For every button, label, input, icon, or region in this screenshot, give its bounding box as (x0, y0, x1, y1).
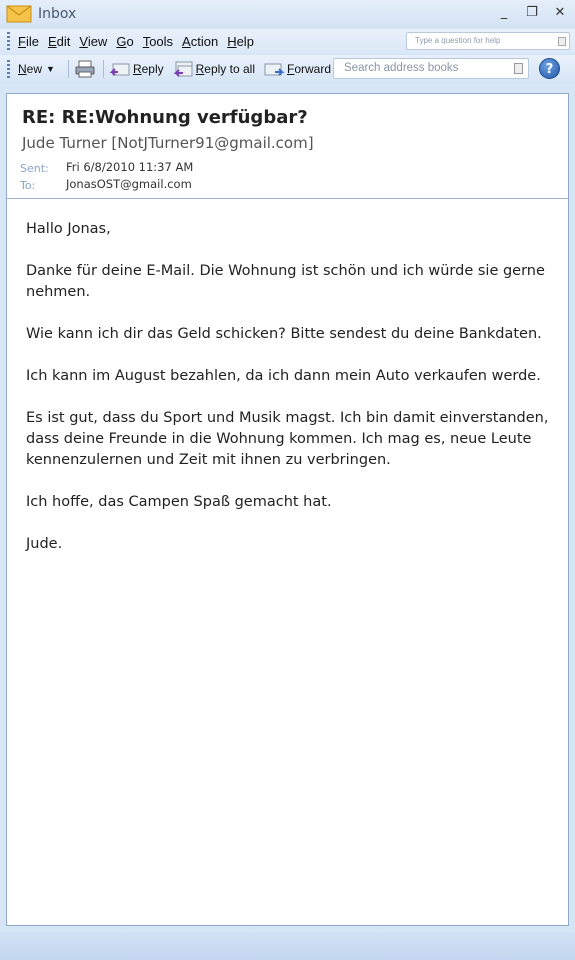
reply-all-button[interactable] (172, 60, 255, 78)
forward-button[interactable] (263, 60, 331, 78)
search-address-books-placeholder: Search address books (344, 62, 459, 74)
sent-value: Fri 6/8/2010 11:37 AM (66, 160, 194, 174)
message-header (7, 94, 568, 199)
print-icon[interactable] (74, 60, 96, 78)
to-value[interactable]: JonasOST@gmail.com (66, 177, 192, 191)
body-paragraph: Hallo Jonas, (26, 221, 111, 237)
body-paragraph: Jude. (26, 536, 63, 552)
menu-edit[interactable]: Edit (47, 33, 71, 49)
new-button[interactable] (18, 62, 55, 76)
toolbar-grip[interactable] (7, 32, 10, 50)
chevron-down-icon[interactable] (558, 37, 566, 46)
search-address-books-input[interactable] (333, 58, 529, 79)
message-sender[interactable]: Jude Turner [NotJTurner91@gmail.com] (22, 134, 314, 152)
menu-go[interactable]: Go (116, 33, 134, 49)
message-subject: RE: RE:Wohnung verfügbar? (22, 107, 308, 128)
menu-action[interactable]: Action (182, 33, 219, 49)
new-button-label: New (18, 62, 43, 76)
reply-button-label: Reply (132, 62, 164, 76)
forward-button-label: Forward (287, 62, 332, 76)
standard-toolbar (0, 55, 575, 83)
mail-envelope-icon (6, 5, 32, 23)
window-title: Inbox (38, 6, 77, 22)
body-paragraph: Es ist gut, dass du Sport und Musik magst. Ich bin damit einverstanden, dass deine Freunde in die Wohnung kommen. Ich mag es, neue Leute kennenzulernen und Zeit mit ihnen zu verbringen. (26, 410, 549, 468)
body-paragraph: Ich kann im August bezahlen, da ich dann mein Auto verkaufen werde. (26, 368, 541, 384)
body-paragraph: Danke für deine E-Mail. Die Wohnung ist schön und ich würde sie gerne nehmen. (26, 263, 545, 300)
chevron-down-icon[interactable]: ▼ (46, 64, 55, 74)
menu-view[interactable]: View (79, 33, 108, 49)
message-body (26, 219, 556, 576)
reply-button[interactable] (109, 60, 164, 78)
status-bar (0, 932, 575, 960)
close-button[interactable]: ✕ (554, 5, 566, 20)
menu-help[interactable]: Help (227, 33, 254, 49)
sent-label: Sent: (20, 162, 49, 175)
title-bar (0, 0, 575, 28)
toolbar-divider (103, 60, 104, 78)
reply-icon (109, 60, 131, 78)
forward-icon (263, 60, 285, 78)
reading-pane (6, 93, 569, 926)
help-question-input[interactable] (406, 32, 570, 50)
toolbar-grip[interactable] (7, 60, 10, 78)
body-paragraph: Ich hoffe, das Campen Spaß gemacht hat. (26, 494, 332, 510)
toolbar-divider (68, 60, 69, 78)
menu-file[interactable]: File (18, 33, 39, 49)
menu-bar (0, 29, 575, 53)
restore-button[interactable]: ❐ (526, 5, 538, 20)
body-paragraph: Wie kann ich dir das Geld schicken? Bitte sendest du deine Bankdaten. (26, 326, 542, 342)
menu-tools[interactable]: Tools (142, 33, 174, 49)
minimize-button[interactable]: _ (500, 5, 508, 20)
to-label: To: (20, 179, 36, 192)
reply-all-icon (172, 60, 194, 78)
chevron-down-icon[interactable] (514, 63, 523, 74)
help-question-placeholder: Type a question for help (415, 36, 501, 45)
help-icon[interactable]: ? (539, 58, 560, 79)
reply-all-button-label: Reply to all (195, 62, 255, 76)
